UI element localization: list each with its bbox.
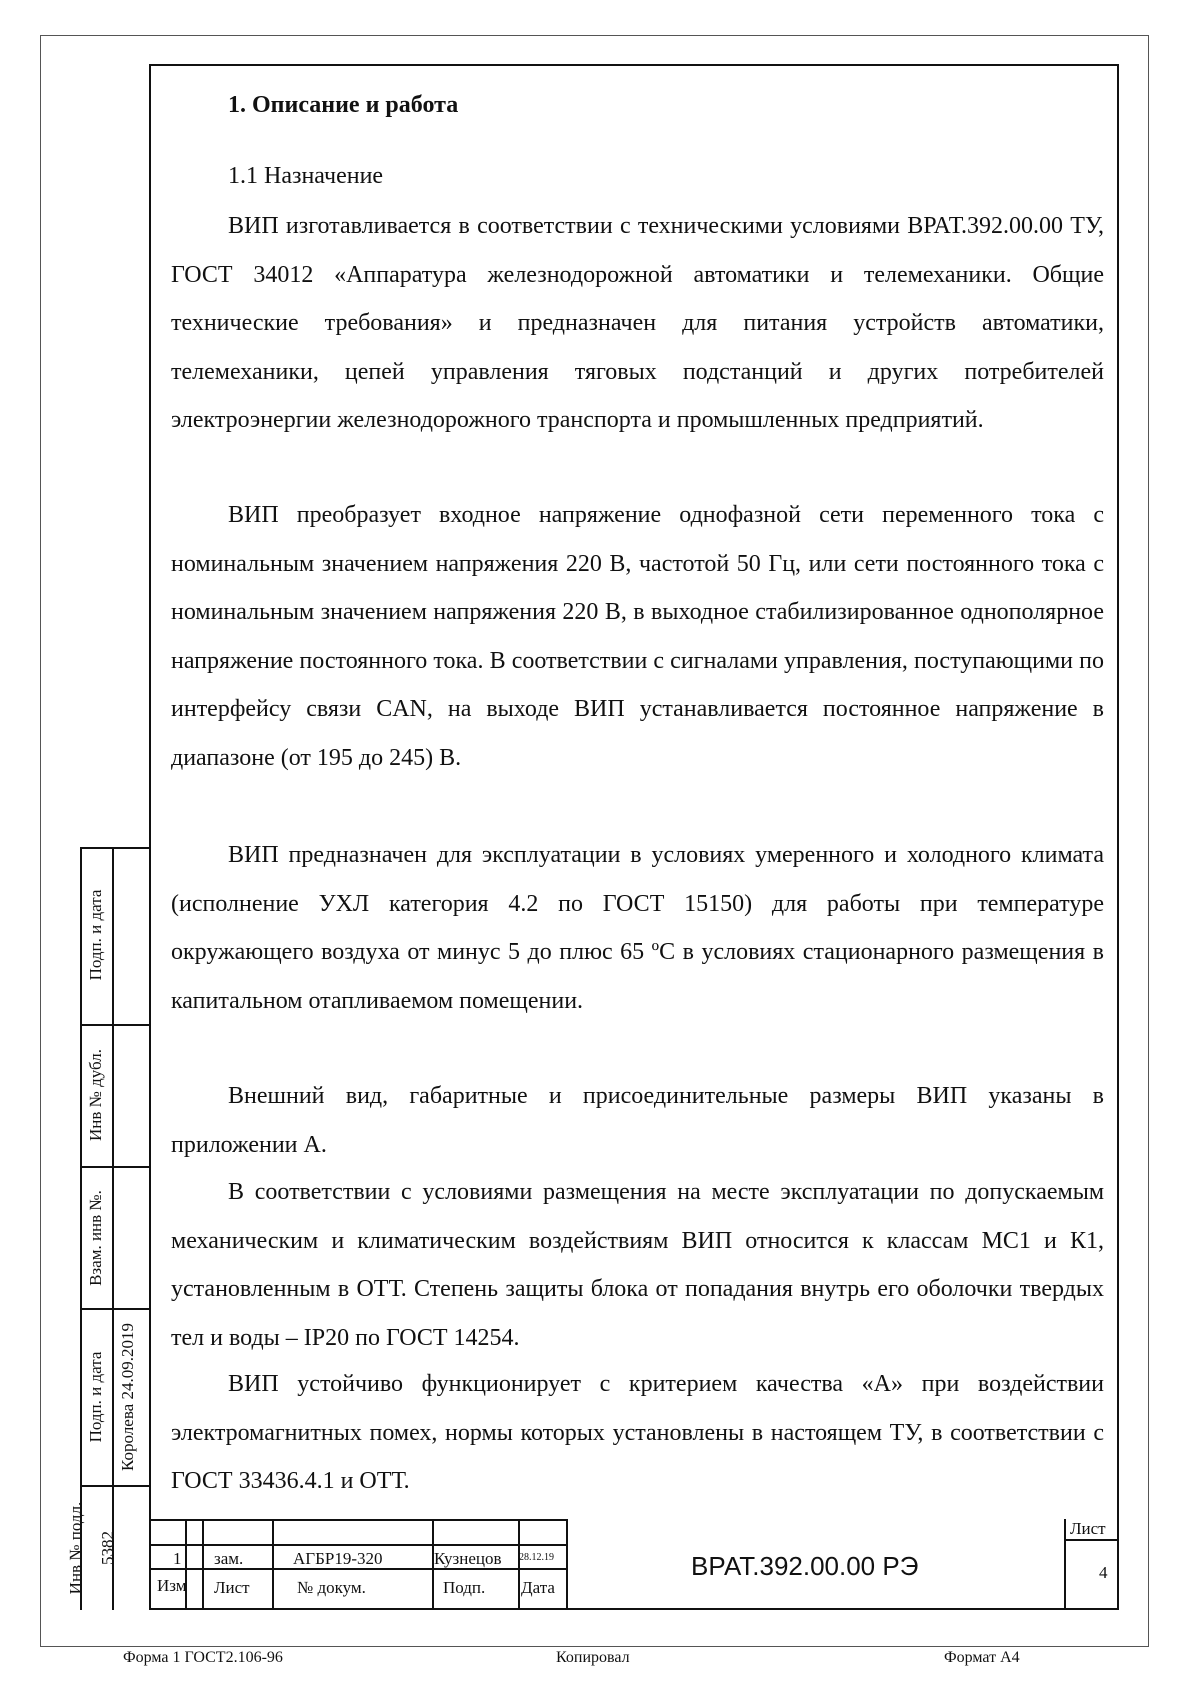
document-code: ВРАТ.392.00.00 РЭ [691,1551,919,1581]
footer-copied: Копировал [556,1649,630,1666]
stamp-inv-podl: Инв № подл. [66,1501,85,1595]
col-list-border [202,1519,204,1610]
col-data-border [518,1519,520,1610]
label-izm: Изм [157,1576,187,1595]
change-type: зам. [214,1549,244,1568]
subsection-heading: 1.1 Назначение [228,163,384,189]
title-block-top-line [149,1519,566,1521]
stamp-inv-dubl: Инв № дубл. [86,1049,105,1142]
paragraph-purpose: ВИП изготавливается в соответствии с техническими условиями ВРАТ.392.00.00 ТУ, ГОСТ 34012 «Аппаратура железнодорожной автоматики и телемеханики. Общие технические требования» и предназначен для питания устройств автоматики, телемеханики, цепей управления тяговых подстанций и других потребителей электроэнергии железнодорожного транспорта и промышленных предприятий. [171,213,1104,433]
stamp-vzam-inv: Взам. инв №. [86,1190,105,1286]
section-heading: 1. Описание и работа [228,92,459,118]
label-data: Дата [521,1578,555,1597]
sheet-cell-divider [1064,1539,1119,1541]
sheet-number: 4 [1099,1563,1108,1582]
title-block-line [149,1544,566,1546]
paragraph-conversion: ВИП преобразует входное напряжение однофазной сети переменного тока с номинальным значением напряжения 220 В, частотой 50 Гц, или сети постоянного тока с номинальным значением напряжения 220 В, в выходное стабилизированное однополярное напряжение постоянного тока. В соответствии с сигналами управления, поступающими по интерфейсу связи CAN, на выходе ВИП устанавливается постоянное напряжение в диапазоне (от 195 до 245) В. [171,502,1104,771]
paragraph-climate: ВИП предназначен для эксплуатации в условиях умеренного и холодного климата (исполнение УХЛ категория 4.2 по ГОСТ 15150) для работы при температуре окружающего воздуха от минус 5 до плюс 65 ºС в условиях стационарного размещения в капитальном отапливаемом помещении. [171,842,1104,1014]
title-block-divider [566,1519,568,1610]
stamp-signature-date: Королева 24.09.2019 [118,1323,137,1471]
paragraph-emc: ВИП устойчиво функционирует с критерием качества «А» при воздействии электромагнитных помех, нормы которых установлены в настоящем ТУ, в соответствии с ГОСТ 33436.4.1 и ОТТ. [171,1371,1104,1494]
label-list: Лист [214,1578,250,1597]
col-izm-border [185,1519,187,1610]
change-number: 1 [173,1549,182,1568]
footer-form: Форма 1 ГОСТ2.106-96 [123,1649,283,1666]
stamp-podp-data-bottom: Подп. и дата [86,1351,105,1443]
change-doc-number: АГБР19-320 [293,1549,383,1568]
stamp-inv-podl-value: 5382 [98,1531,117,1565]
side-stamp-mid-border [112,847,114,1610]
stamp-podp-data-top: Подп. и дата [86,889,105,981]
label-podp: Подп. [443,1578,486,1597]
footer-format: Формат А4 [944,1649,1020,1666]
signer-name: Кузнецов [434,1549,502,1568]
sign-date: 28.12.19 [519,1552,554,1563]
paragraph-dimensions: Внешний вид, габаритные и присоединительные размеры ВИП указаны в приложении А. [171,1083,1104,1158]
sheet-label: Лист [1070,1519,1106,1538]
label-dokum: № докум. [297,1578,366,1597]
col-dokum-border [272,1519,274,1610]
paragraph-classes: В соответствии с условиями размещения на месте эксплуатации по допускаемым механическим и климатическим воздействиям ВИП относится к классам МС1 и К1, установленным в ОТТ. Степень защиты блока от попадания внутрь его оболочки твердых тел и воды – IP20 по ГОСТ 14254. [171,1179,1104,1351]
